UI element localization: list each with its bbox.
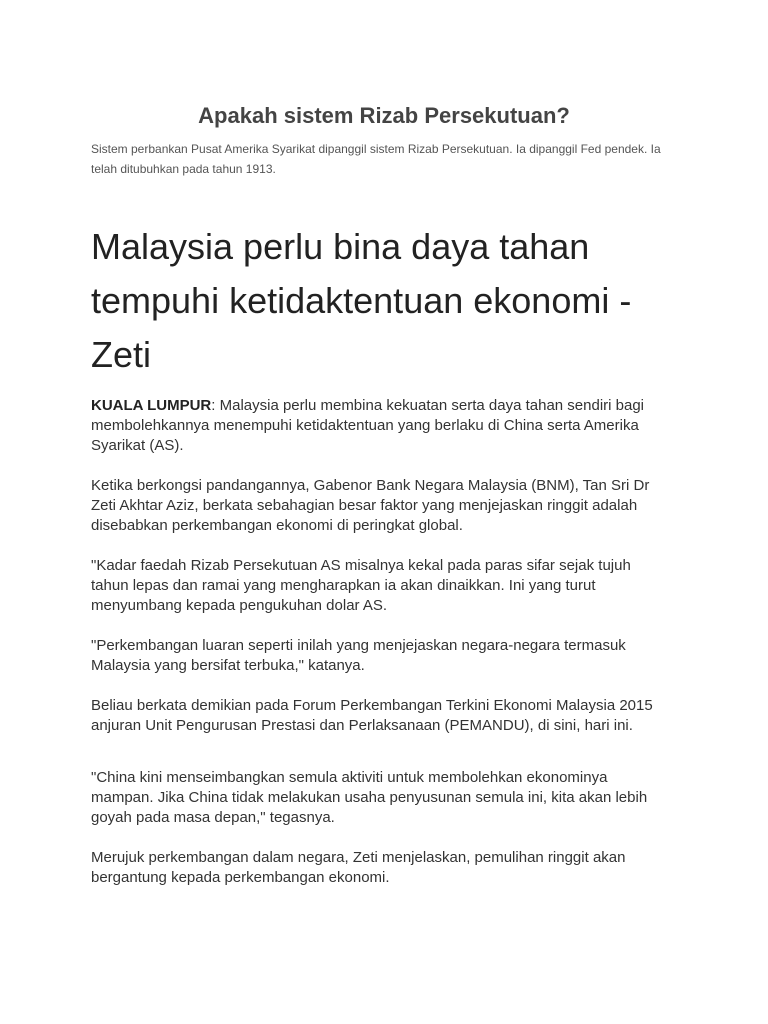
article-paragraph: "Perkembangan luaran seperti inilah yang menjejaskan negara-negara termasuk Malaysia yang bersifat terbuka," katanya. <box>91 637 626 674</box>
article-paragraph: "China kini menseimbangkan semula aktiviti untuk membolehkan ekonominya mampan. Jika China tidak melakukan usaha penyusunan semula ini, kita akan lebih goyah pada masa depan," tegasnya. <box>91 769 648 826</box>
article-paragraph: Ketika berkongsi pandangannya, Gabenor Bank Negara Malaysia (BNM), Tan Sri Dr Zeti Akhtar Aziz, berkata sebahagian besar faktor yang menjejaskan ringgit adalah disebabkan perkembangan ekonomi di peringkat global. <box>91 477 650 534</box>
article-lead-text: : Malaysia perlu membina kekuatan serta daya tahan sendiri bagi membolehkannya menempuhi ketidaktentuan yang berlaku di China serta Amerika Syarikat (AS). <box>91 397 645 454</box>
article-headline: Malaysia perlu bina daya tahan tempuhi ketidaktentuan ekonomi - Zeti <box>91 226 632 375</box>
article-lead-paragraph <box>91 396 671 456</box>
article-paragraph: Beliau berkata demikian pada Forum Perkembangan Terkini Ekonomi Malaysia 2015 anjuran Unit Pengurusan Prestasi dan Perlaksanaan (PEMANDU), di sini, hari ini. <box>91 697 653 734</box>
article-paragraph: "Kadar faedah Rizab Persekutuan AS misalnya kekal pada paras sifar sejak tujuh tahun lepas dan ramai yang mengharapkan ia akan dinaikkan. Ini yang turut menyumbang kepada pengukuhan dolar AS. <box>91 557 631 614</box>
article-body <box>91 396 671 908</box>
article-paragraph: Merujuk perkembangan dalam negara, Zeti menjelaskan, pemulihan ringgit akan bergantung kepada perkembangan ekonomi. <box>91 849 626 886</box>
question-description: Sistem perbankan Pusat Amerika Syarikat dipanggil sistem Rizab Persekutuan. Ia dipanggil Fed pendek. Ia telah ditubuhkan pada tahun 1913. <box>91 142 661 176</box>
question-title: Apakah sistem Rizab Persekutuan? <box>198 103 570 128</box>
article-dateline: KUALA LUMPUR <box>91 397 212 414</box>
